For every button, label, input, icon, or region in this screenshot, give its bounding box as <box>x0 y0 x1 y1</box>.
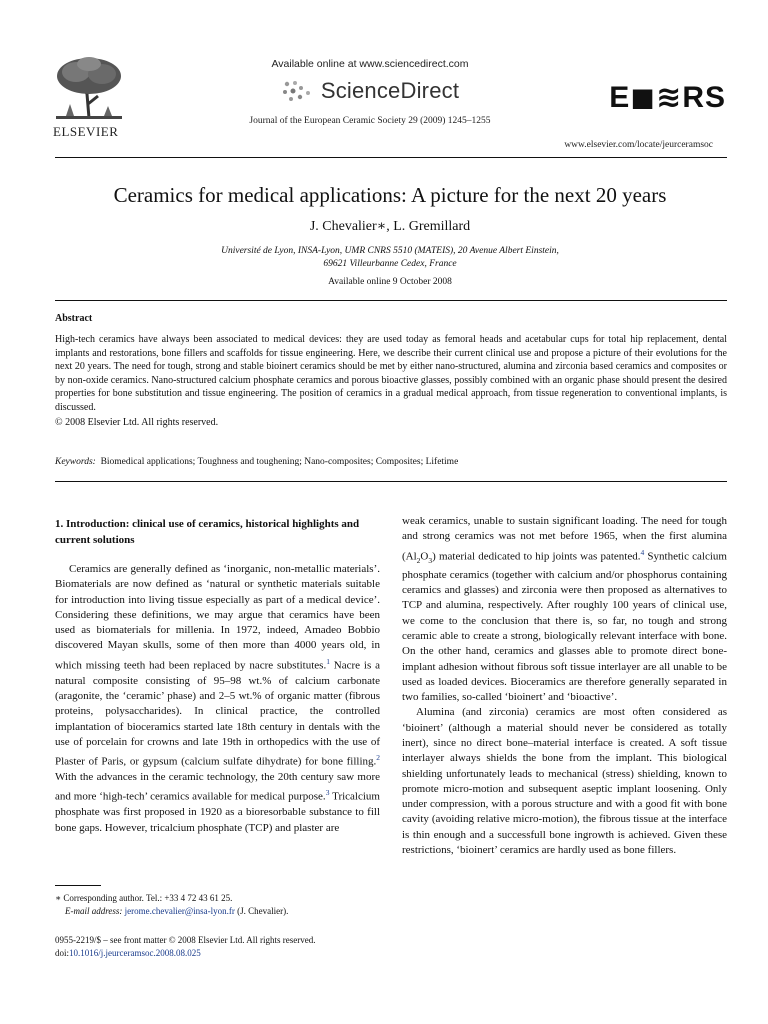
footnote-rule <box>55 885 101 886</box>
footnote <box>55 892 385 918</box>
paragraph: Ceramics are generally defined as ‘inorganic, non-metallic materials’. Biomaterials are now defined as ‘natural or synthetic materials suitable for introduction into living tissue especially as part of a medical device’. Considering these definitions, we may argue that ceramics have been used as biomaterials for millenia. In 1972, indeed, Amadeo Bobbio discovered Mayan skulls, some of then more than 4000 years old, in which missing teeth had been replaced by nacre substitutes.$^1$ Nacre is a natural composite consisting of 95–98 wt.% of calcium carbonate (aragonite, the ‘ceramic’ phase) and 2–5 wt.% of organic matter (fibrous proteins, polysaccharides). In clinical practice, the controlled implantation of bioceramics started late 18th century in dentals with the use of porcelain for crowns and late 19th in orthopedics with the use of Plaster of Paris, or gypsum (calcium sulfate dihydrate) for bone filling.$^2$ With the advances in the ceramic technology, the 20th century saw more and more ‘high-tech’ ceramics available for medical purpose.$^3$ Tricalcium phosphate was first proposed in 1920 as a bioresorbable substance to fill bone gaps. However, tricalcium phosphate (TCP) and plaster are <box>55 563 380 834</box>
affiliation-line-2: 69621 Villeurbanne Cedex, France <box>323 259 457 269</box>
available-online-date: Available online 9 October 2008 <box>328 277 452 287</box>
email-link[interactable]: jerome.chevalier@insa-lyon.fr <box>124 906 235 916</box>
available-online-link[interactable]: Available online at www.sciencedirect.com <box>271 58 469 70</box>
doi-line: doi:10.1016/j.jeurceramsoc.2008.08.025 <box>55 948 201 958</box>
sciencedirect-logo <box>190 78 550 104</box>
column-left <box>55 562 380 836</box>
author-affiliation <box>180 245 600 271</box>
email-line: E-mail address: jerome.chevalier@insa-lyon.fr (J. Chevalier). <box>65 906 289 916</box>
sciencedirect-wordmark: ScienceDirect <box>320 78 460 103</box>
reference-link-2[interactable]: 2 <box>376 753 380 763</box>
abstract-bottom-rule <box>55 481 727 482</box>
section-heading: 1. Introduction: clinical use of ceramics, historical highlights and current solutions <box>55 518 360 546</box>
reference-link-3[interactable]: 3 <box>325 788 330 798</box>
society-logo: E◼≋RS <box>609 81 726 114</box>
reference-link-1[interactable]: 1 <box>326 656 330 666</box>
article-authors: J. Chevalier∗, L. Gremillard <box>309 219 471 234</box>
header-center <box>190 58 550 126</box>
column-right <box>402 514 727 858</box>
paragraph: Alumina (and zirconia) ceramics are most often considered as ‘bioinert’ (although a material should never be considered as totally inert), since no direct bone–material interface is created. A soft tissue interlayer always shields the bone from the implant. This biological shielding unfortunately leads to mechanical (stress) shielding, known to promote micro-motion and subsequent aseptic implant loosening. Only under compression, with a porous structure and with a good fit with bone cavity (avoiding relative micro-motion), the fibrous tissue at the interface is thin enough and a successfull bone ingrowth is achieved. Given these restrictions, ‘bioinert’ ceramics are hardly used as bone fillers. <box>402 706 727 857</box>
keywords-label: Keywords: <box>55 457 96 467</box>
article-title: Ceramics for medical applications: A picture for the next 20 years <box>113 183 667 207</box>
keywords-list: Biomedical applications; Toughness and toughening; Nano-composites; Composites; Lifetime <box>100 457 459 467</box>
corresponding-author: ∗ Corresponding author. Tel.: +33 4 72 43 61 25. <box>55 893 233 903</box>
affiliation-line-1: Université de Lyon, INSA-Lyon, UMR CNRS 5510 (MATEIS), 20 Avenue Albert Einstein, <box>221 246 559 256</box>
doi-link[interactable]: 10.1016/j.jeurceramsoc.2008.08.025 <box>69 948 201 958</box>
header-rule <box>55 157 727 158</box>
journal-reference: Journal of the European Ceramic Society 29 (2009) 1245–1255 <box>249 116 491 126</box>
publisher-name: ELSEVIER <box>53 124 119 139</box>
abstract-body <box>55 333 727 429</box>
reference-link-4[interactable]: 4 <box>640 547 645 557</box>
issn-line: 0955-2219/$ – see front matter © 2008 Elsevier Ltd. All rights reserved. <box>55 935 316 945</box>
elsevier-tree-logo <box>52 54 126 122</box>
sciencedirect-dots-icon <box>281 80 315 102</box>
abstract-copyright: © 2008 Elsevier Ltd. All rights reserved. <box>55 416 219 428</box>
journal-url[interactable]: www.elsevier.com/locate/jeurceramsoc <box>564 140 713 150</box>
keywords <box>55 457 458 467</box>
abstract-heading: Abstract <box>55 313 93 324</box>
bottom-info <box>55 934 316 960</box>
paragraph: weak ceramics, unable to sustain significant loading. The need for tough and strong ceramics was not met before 1965, when the first alumina $(Al_2O_3)$ material dedicated to hip joints was patented.$^4$ Synthetic calcium phosphate ceramics (together with calcium and/or phosphorus containing ceramics and glasses) and zirconia were then proposed as alternatives to TCP and alumina, respectively. After roughly 100 years of clinical use, we come to the conclusion that there is, so far, no tough and strong ceramic able to create a strong, biologically relevant interface with bone. On the other hand, ceramics and glasses able to promote direct bone-implant adhesion without fibrous soft tissue interlayer are all unable to be used as loaded devices. Bioceramics are therefore generally separated in two families, so-called ‘bioinert’ and ‘bioactive’. <box>402 515 727 704</box>
abstract-text: High-tech ceramics have always been associated to medical devices: they are used today as femoral heads and acetabular cups for total hip replacement, dental implants and restorations, bone fillers and scaffolds for tissue engineering. Here, we describe their current clinical use and propose a picture of their evolutions for the next 20 years. The need for tough, strong and stable bioinert ceramics should be met by either nano-structured, alumina and zirconia based ceramics and composites or by non-oxide ceramics. Nano-structured calcium phosphate ceramics and porous bioactive glasses, possibly combined with an organic phase should present the desired properties for bone substitution and tissue engineering. The position of ceramics in a gradual medical approach, from tissue regeneration to conventional implants, is discussed. <box>55 334 727 413</box>
abstract-top-rule <box>55 300 727 301</box>
